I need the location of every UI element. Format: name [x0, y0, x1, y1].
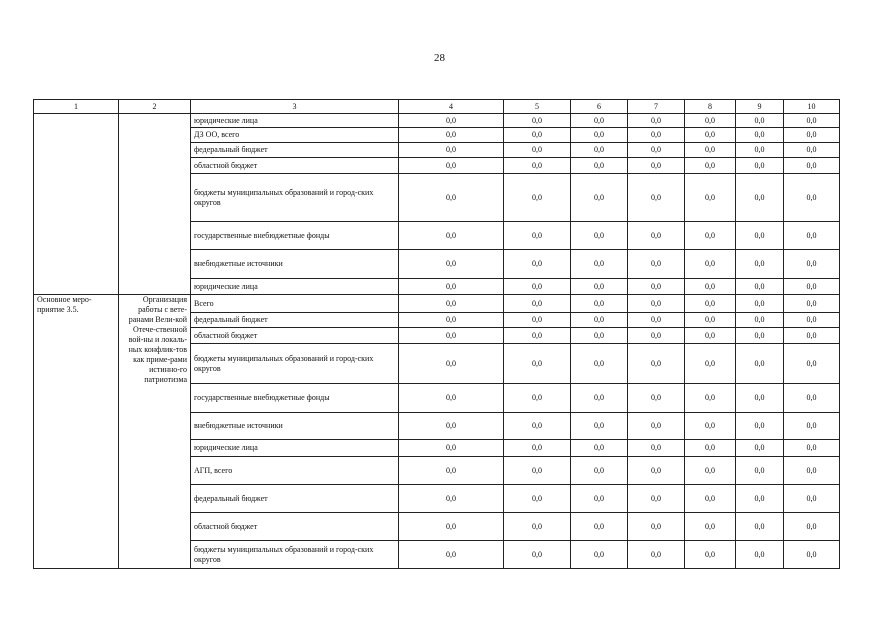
value-cell: 0,0 — [504, 440, 571, 457]
value-cell: 0,0 — [399, 250, 504, 279]
value-cell: 0,0 — [628, 295, 685, 313]
value-cell: 0,0 — [628, 485, 685, 513]
value-cell: 0,0 — [736, 222, 784, 250]
value-cell: 0,0 — [504, 513, 571, 541]
value-cell: 0,0 — [685, 143, 736, 158]
value-cell: 0,0 — [784, 174, 840, 222]
value-cell: 0,0 — [784, 313, 840, 328]
value-cell: 0,0 — [399, 413, 504, 440]
funding-source-cell: государственные внебюджетные фонды — [191, 222, 399, 250]
value-cell: 0,0 — [571, 143, 628, 158]
budget-table — [33, 99, 840, 569]
header-cell: 3 — [191, 100, 399, 114]
value-cell: 0,0 — [571, 413, 628, 440]
value-cell: 0,0 — [628, 250, 685, 279]
funding-source-cell: федеральный бюджет — [191, 485, 399, 513]
value-cell: 0,0 — [504, 413, 571, 440]
measure-description-cell: Организация работы с вете-ранами Вели-кой Отече-ственной вой-ны и локаль-ных конфлик-тов как приме-рами истинно-го патриотизма — [119, 295, 191, 569]
header-cell: 2 — [119, 100, 191, 114]
value-cell: 0,0 — [784, 328, 840, 344]
value-cell: 0,0 — [736, 250, 784, 279]
value-cell: 0,0 — [736, 128, 784, 143]
value-cell: 0,0 — [628, 222, 685, 250]
value-cell: 0,0 — [784, 485, 840, 513]
value-cell: 0,0 — [571, 250, 628, 279]
measure-name-cell — [34, 114, 119, 295]
header-row — [34, 100, 840, 114]
value-cell: 0,0 — [685, 313, 736, 328]
table-row — [34, 295, 840, 313]
value-cell: 0,0 — [399, 541, 504, 569]
value-cell: 0,0 — [571, 513, 628, 541]
table-body — [34, 114, 840, 569]
value-cell: 0,0 — [736, 440, 784, 457]
value-cell: 0,0 — [784, 158, 840, 174]
funding-source-cell: юридические лица — [191, 279, 399, 295]
value-cell: 0,0 — [504, 313, 571, 328]
value-cell: 0,0 — [784, 250, 840, 279]
page-number: 28 — [434, 52, 445, 64]
value-cell: 0,0 — [399, 513, 504, 541]
funding-source-cell: федеральный бюджет — [191, 143, 399, 158]
value-cell: 0,0 — [504, 222, 571, 250]
value-cell: 0,0 — [628, 174, 685, 222]
value-cell: 0,0 — [571, 457, 628, 485]
value-cell: 0,0 — [685, 541, 736, 569]
value-cell: 0,0 — [399, 295, 504, 313]
value-cell: 0,0 — [504, 128, 571, 143]
value-cell: 0,0 — [571, 328, 628, 344]
value-cell: 0,0 — [736, 541, 784, 569]
value-cell: 0,0 — [571, 158, 628, 174]
value-cell: 0,0 — [784, 279, 840, 295]
header-cell: 7 — [628, 100, 685, 114]
value-cell: 0,0 — [685, 114, 736, 128]
value-cell: 0,0 — [736, 313, 784, 328]
value-cell: 0,0 — [399, 114, 504, 128]
value-cell: 0,0 — [685, 174, 736, 222]
value-cell: 0,0 — [628, 128, 685, 143]
value-cell: 0,0 — [628, 279, 685, 295]
value-cell: 0,0 — [685, 485, 736, 513]
value-cell: 0,0 — [784, 440, 840, 457]
value-cell: 0,0 — [628, 513, 685, 541]
value-cell: 0,0 — [628, 440, 685, 457]
value-cell: 0,0 — [784, 114, 840, 128]
value-cell: 0,0 — [571, 384, 628, 413]
value-cell: 0,0 — [571, 485, 628, 513]
value-cell: 0,0 — [628, 413, 685, 440]
funding-source-cell: областной бюджет — [191, 513, 399, 541]
value-cell: 0,0 — [571, 128, 628, 143]
value-cell: 0,0 — [784, 222, 840, 250]
value-cell: 0,0 — [504, 114, 571, 128]
value-cell: 0,0 — [399, 384, 504, 413]
value-cell: 0,0 — [571, 174, 628, 222]
value-cell: 0,0 — [628, 313, 685, 328]
value-cell: 0,0 — [504, 384, 571, 413]
value-cell: 0,0 — [571, 344, 628, 384]
value-cell: 0,0 — [784, 513, 840, 541]
value-cell: 0,0 — [736, 114, 784, 128]
value-cell: 0,0 — [685, 440, 736, 457]
value-cell: 0,0 — [399, 279, 504, 295]
value-cell: 0,0 — [736, 279, 784, 295]
value-cell: 0,0 — [571, 541, 628, 569]
value-cell: 0,0 — [736, 513, 784, 541]
value-cell: 0,0 — [399, 128, 504, 143]
value-cell: 0,0 — [685, 413, 736, 440]
value-cell: 0,0 — [784, 295, 840, 313]
value-cell: 0,0 — [628, 384, 685, 413]
value-cell: 0,0 — [571, 279, 628, 295]
value-cell: 0,0 — [399, 174, 504, 222]
value-cell: 0,0 — [685, 128, 736, 143]
value-cell: 0,0 — [736, 413, 784, 440]
value-cell: 0,0 — [736, 143, 784, 158]
header-cell: 5 — [504, 100, 571, 114]
value-cell: 0,0 — [736, 328, 784, 344]
value-cell: 0,0 — [399, 222, 504, 250]
value-cell: 0,0 — [399, 344, 504, 384]
funding-source-cell: областной бюджет — [191, 158, 399, 174]
value-cell: 0,0 — [628, 457, 685, 485]
value-cell: 0,0 — [399, 328, 504, 344]
value-cell: 0,0 — [784, 384, 840, 413]
funding-source-cell: внебюджетные источники — [191, 413, 399, 440]
value-cell: 0,0 — [736, 158, 784, 174]
funding-source-cell: ДЗ ОО, всего — [191, 128, 399, 143]
value-cell: 0,0 — [685, 344, 736, 384]
value-cell: 0,0 — [685, 513, 736, 541]
value-cell: 0,0 — [571, 440, 628, 457]
value-cell: 0,0 — [736, 174, 784, 222]
value-cell: 0,0 — [784, 457, 840, 485]
value-cell: 0,0 — [736, 485, 784, 513]
value-cell: 0,0 — [504, 457, 571, 485]
value-cell: 0,0 — [504, 158, 571, 174]
value-cell: 0,0 — [504, 344, 571, 384]
value-cell: 0,0 — [685, 279, 736, 295]
funding-source-cell: юридические лица — [191, 114, 399, 128]
value-cell: 0,0 — [628, 114, 685, 128]
value-cell: 0,0 — [784, 344, 840, 384]
value-cell: 0,0 — [784, 143, 840, 158]
value-cell: 0,0 — [685, 158, 736, 174]
funding-source-cell: областной бюджет — [191, 328, 399, 344]
value-cell: 0,0 — [685, 328, 736, 344]
value-cell: 0,0 — [504, 328, 571, 344]
value-cell: 0,0 — [399, 440, 504, 457]
value-cell: 0,0 — [504, 279, 571, 295]
funding-source-cell: федеральный бюджет — [191, 313, 399, 328]
value-cell: 0,0 — [504, 541, 571, 569]
funding-source-cell: бюджеты муниципальных образований и город-ских округов — [191, 541, 399, 569]
funding-source-cell: юридические лица — [191, 440, 399, 457]
header-cell: 9 — [736, 100, 784, 114]
value-cell: 0,0 — [685, 384, 736, 413]
value-cell: 0,0 — [504, 485, 571, 513]
value-cell: 0,0 — [628, 541, 685, 569]
value-cell: 0,0 — [571, 313, 628, 328]
value-cell: 0,0 — [685, 250, 736, 279]
value-cell: 0,0 — [399, 158, 504, 174]
value-cell: 0,0 — [736, 295, 784, 313]
value-cell: 0,0 — [399, 143, 504, 158]
value-cell: 0,0 — [685, 222, 736, 250]
value-cell: 0,0 — [504, 143, 571, 158]
value-cell: 0,0 — [504, 250, 571, 279]
funding-source-cell: АГП, всего — [191, 457, 399, 485]
value-cell: 0,0 — [628, 143, 685, 158]
value-cell: 0,0 — [571, 295, 628, 313]
funding-source-cell: бюджеты муниципальных образований и город-ских округов — [191, 344, 399, 384]
value-cell: 0,0 — [399, 457, 504, 485]
value-cell: 0,0 — [628, 328, 685, 344]
header-cell: 8 — [685, 100, 736, 114]
value-cell: 0,0 — [685, 457, 736, 485]
value-cell: 0,0 — [399, 485, 504, 513]
funding-source-cell: Всего — [191, 295, 399, 313]
value-cell: 0,0 — [784, 413, 840, 440]
value-cell: 0,0 — [571, 222, 628, 250]
value-cell: 0,0 — [628, 158, 685, 174]
funding-source-cell: внебюджетные источники — [191, 250, 399, 279]
value-cell: 0,0 — [736, 457, 784, 485]
value-cell: 0,0 — [628, 344, 685, 384]
header-cell: 10 — [784, 100, 840, 114]
value-cell: 0,0 — [685, 295, 736, 313]
value-cell: 0,0 — [504, 174, 571, 222]
table-row — [34, 114, 840, 128]
funding-source-cell: бюджеты муниципальных образований и город-ских округов — [191, 174, 399, 222]
value-cell: 0,0 — [504, 295, 571, 313]
measure-name-cell: Основное меро-приятие 3.5. — [34, 295, 119, 569]
header-cell: 4 — [399, 100, 504, 114]
value-cell: 0,0 — [399, 313, 504, 328]
measure-description-cell — [119, 114, 191, 295]
value-cell: 0,0 — [784, 128, 840, 143]
header-cell: 6 — [571, 100, 628, 114]
value-cell: 0,0 — [736, 384, 784, 413]
funding-source-cell: государственные внебюджетные фонды — [191, 384, 399, 413]
value-cell: 0,0 — [571, 114, 628, 128]
value-cell: 0,0 — [784, 541, 840, 569]
value-cell: 0,0 — [736, 344, 784, 384]
header-cell: 1 — [34, 100, 119, 114]
